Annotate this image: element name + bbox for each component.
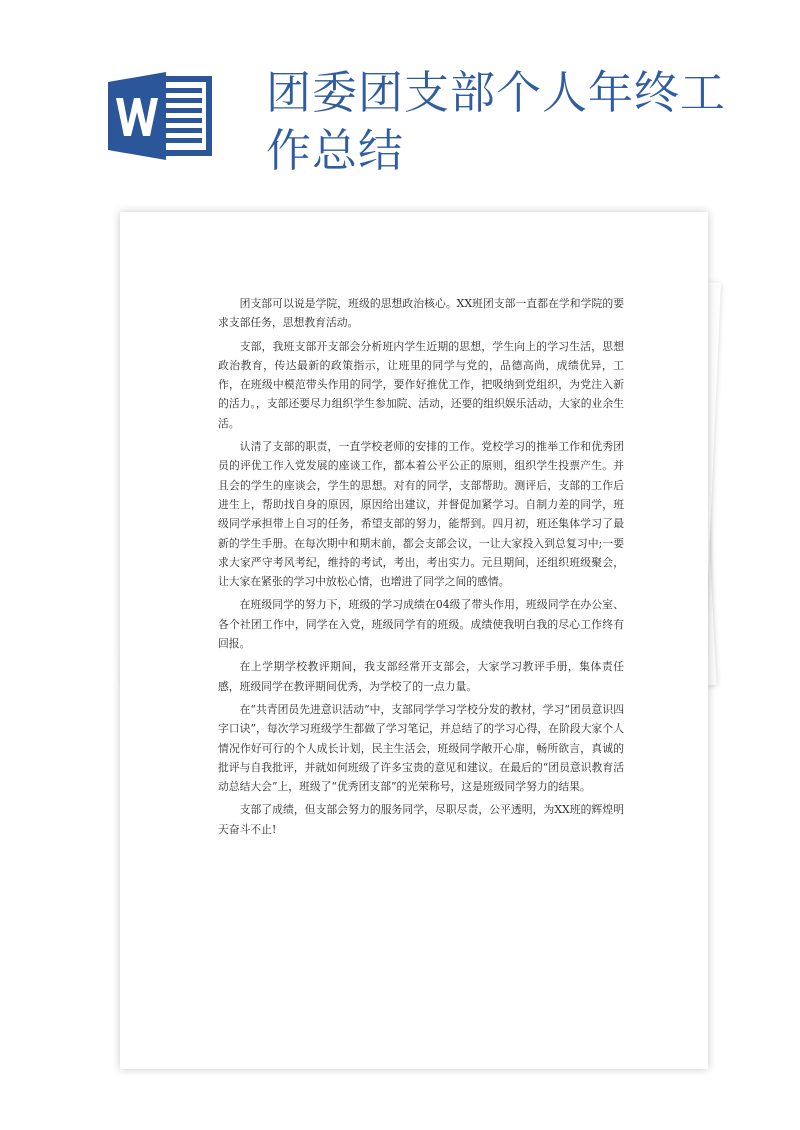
document-body	[218, 294, 624, 843]
paragraph: 在“共青团员先进意识活动”中，支部同学学习学校分发的教材，学习“团员意识四字口诀”，每次学习班级学生都做了学习笔记，并总结了的学习心得，在阶段大家个人情况作好可行的个人成长计划，民主生活会，班级同学敞开心扉，畅所欲言，真诚的批评与自我批评，并就如何班级了许多宝贵的意见和建议。在最后的“团员意识教育活动总结大会”上，班级了“优秀团支部”的光荣称号，这是班级同学努力的结果。	[218, 702, 624, 794]
paragraph: 支部，我班支部开支部会分析班内学生近期的思想，学生向上的学习生活，思想政治教育，传达最新的政策指示，让班里的同学与党的，品德高尚，成绩优异，工作，在班级中模范带头作用的同学，要作好推优工作，把吸纳到党组织，为党注入新的活力。，支部还要尽力组织学生参加院、活动，还要的组织娱乐活动，大家的业余生活。	[218, 339, 624, 430]
paragraph: 支部了成绩，但支部会努力的服务同学，尽职尽责，公平透明，为XX班的辉煌明天奋斗不止!	[218, 803, 624, 836]
paragraph: 在班级同学的努力下，班级的学习成绩在04级了带头作用，班级同学在办公室、各个社团工作中，同学在入党，班级同学有的班级。成绩使我明白我的尽心工作终有回报。	[218, 598, 624, 651]
paragraph: 认清了支部的职责，一直学校老师的安排的工作。党校学习的推举工作和优秀团员的评优工作入党发展的座谈工作，都本着公平公正的原则，组织学生投票产生。并且会的学生的座谈会，学生的思想。对有的同学，支部帮助。测评后，支部的工作后进生上，帮助找自身的原因，原因给出建议，并督促加紧学习。自制力差的同学，班级同学承担带上自习的任务，希望支部的努力，能帮到。四月初，班还集体学习了最新的学生手册。在每次期中和期末前，都会支部会议，一让大家投入到总复习中;一要求大家严守考风考纪，维持的考试，考出，考出实力。元旦期间，还组织班级聚会，让大家在紧张的学习中放松心情，也增进了同学之间的感情。	[218, 440, 624, 589]
paragraph: 团支部可以说是学院，班级的思想政治核心。XX班团支部一直都在学和学院的要求支部任务，思想教育活动。	[218, 297, 624, 330]
word-document-icon	[108, 72, 212, 160]
page-title: 团委团支部个人年终工作总结	[266, 66, 727, 177]
paragraph: 在上学期学校教评期间，我支部经常开支部会，大家学习教评手册，集体责任感，班级同学在教评期间优秀，为学校了的一点力量。	[218, 660, 624, 693]
header	[0, 0, 800, 200]
document-page	[120, 212, 708, 1069]
